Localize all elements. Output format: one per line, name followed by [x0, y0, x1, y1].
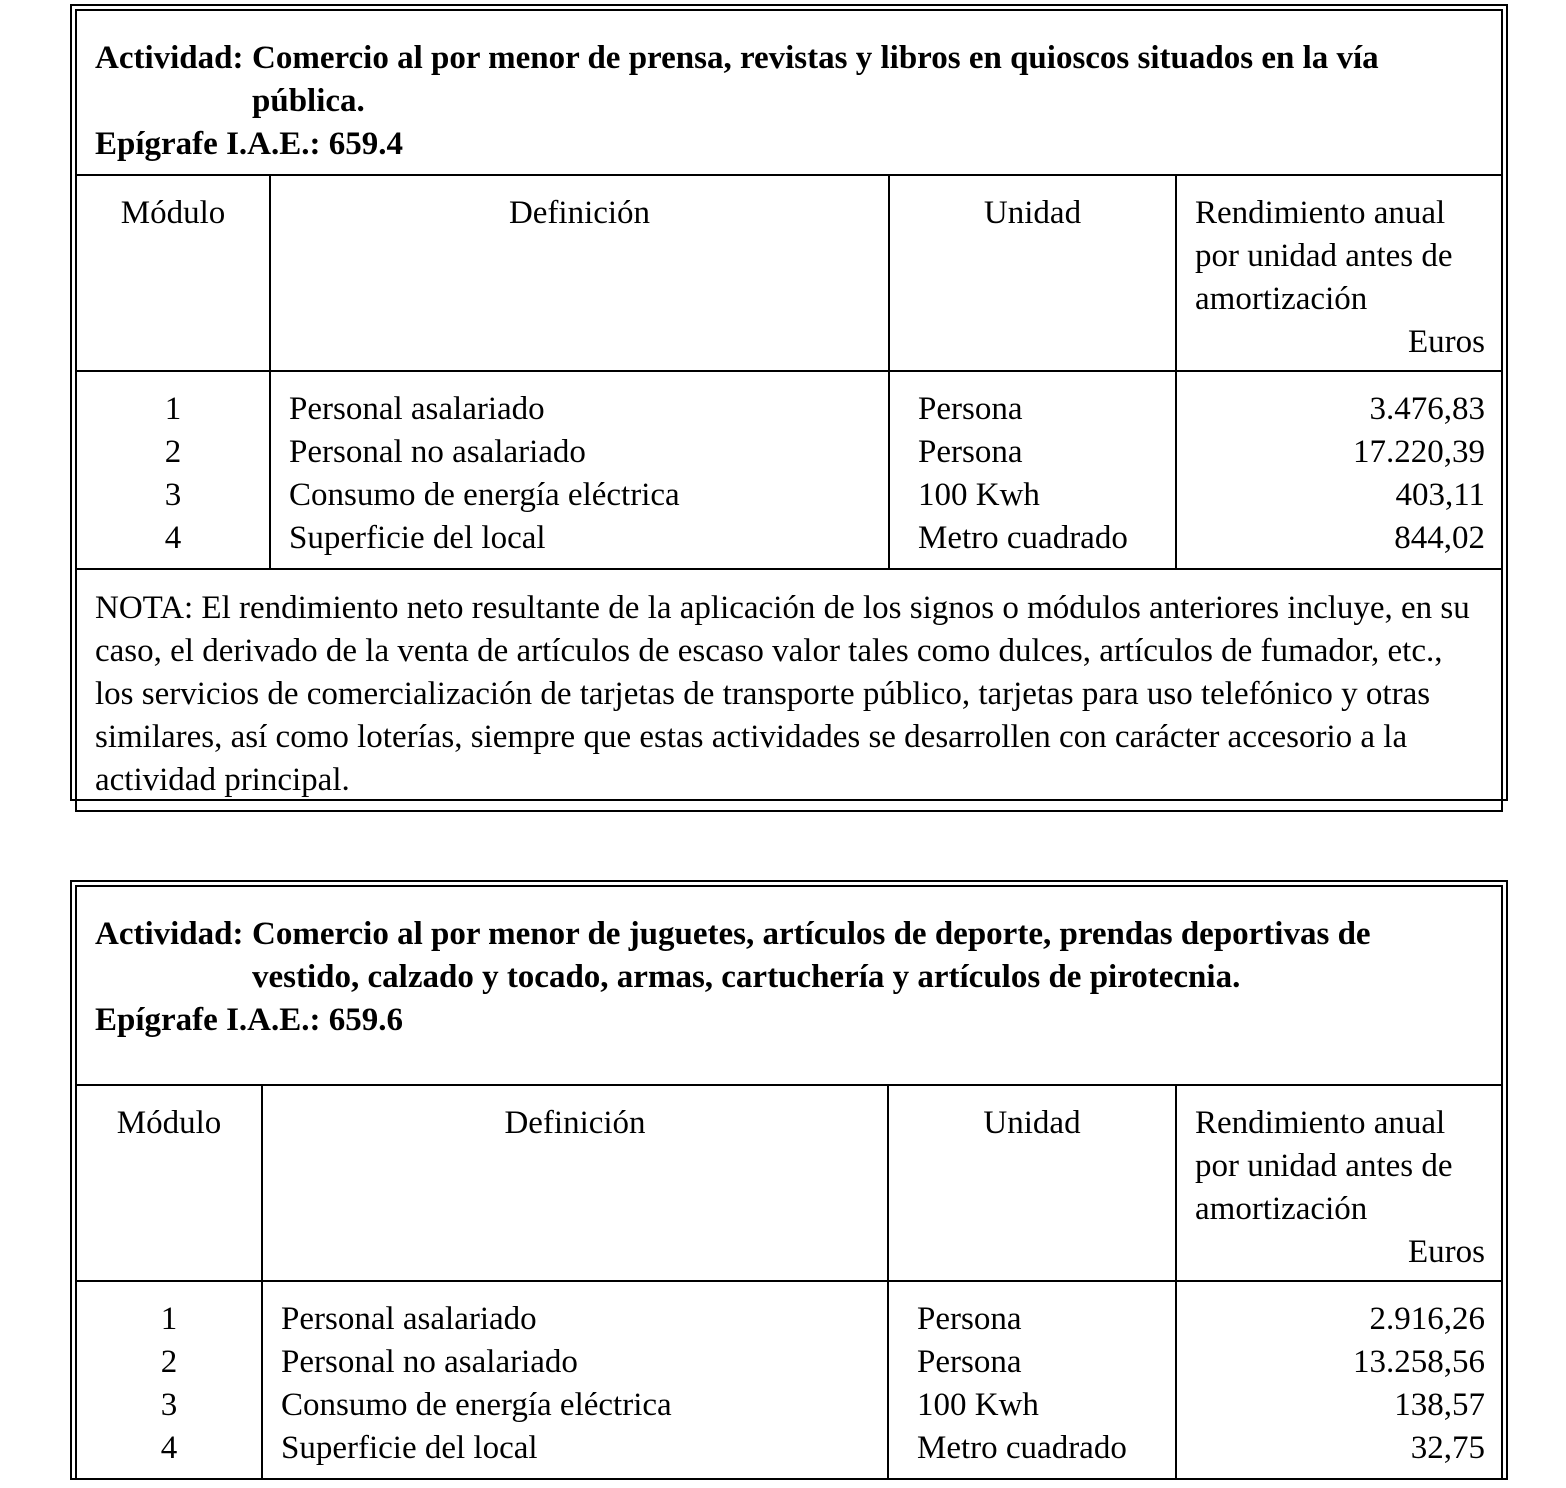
epigrafe-label: Epígrafe I.A.E.: 659.4: [95, 126, 403, 162]
definicion-cell: Superficie del local: [281, 1430, 538, 1466]
unidad-cell: Persona: [918, 391, 1023, 427]
activity-table-659-6: [70, 880, 1508, 1480]
column-header-rendimiento: [1176, 175, 1502, 371]
column-header-unidad: Unidad: [888, 1085, 1176, 1281]
rendimiento-cell: 32,75: [1410, 1430, 1485, 1466]
unidad-cell: Persona: [918, 434, 1023, 470]
rendimiento-column: [1176, 1281, 1502, 1479]
column-header-modulo: Módulo: [76, 175, 270, 371]
actividad-label: Actividad:: [95, 916, 244, 952]
rendimiento-cell: 3.476,83: [1369, 391, 1485, 427]
column-header-definicion: Definición: [270, 175, 889, 371]
definicion-cell: Consumo de energía eléctrica: [289, 477, 680, 513]
modulo-cell: 4: [160, 1430, 178, 1466]
column-header-unidad: Unidad: [889, 175, 1176, 371]
modulo-cell: 1: [164, 391, 182, 427]
modulo-cell: 3: [164, 477, 182, 513]
activity-header: [76, 886, 1502, 1085]
unidad-column: [888, 1281, 1176, 1479]
modulo-cell: 3: [160, 1387, 178, 1423]
column-header-definicion: Definición: [262, 1085, 888, 1281]
definicion-cell: Consumo de energía eléctrica: [281, 1387, 672, 1423]
modulo-column: [76, 1281, 262, 1479]
module-table: [75, 9, 1503, 812]
unidad-cell: Persona: [917, 1301, 1022, 1337]
definicion-column: [270, 371, 889, 569]
rendimiento-cell: 403,11: [1395, 477, 1485, 513]
epigrafe-label: Epígrafe I.A.E.: 659.6: [95, 1002, 403, 1038]
nota-text: NOTA: El rendimiento neto resultante de la aplicación de los signos o módulos anteriores incluye, en su caso, el derivado de la venta de artículos de escaso valor tales como dulces, artículos de fumador, etc., los servicios de comercialización de tarjetas de transporte público, tarjetas para uso telefónico y otras similares, así como loterías, siempre que estas actividades se desarrollen con carácter accesorio a la actividad principal.: [76, 569, 1502, 811]
modulo-cell: 4: [164, 520, 182, 556]
rendimiento-header-line: por unidad antes de: [1195, 238, 1453, 274]
rendimiento-cell: 2.916,26: [1369, 1301, 1485, 1337]
rendimiento-header-line: por unidad antes de: [1195, 1148, 1453, 1184]
rendimiento-cell: 13.258,56: [1353, 1344, 1485, 1380]
activity-table-659-4: [70, 4, 1508, 801]
unidad-cell: 100 Kwh: [917, 1387, 1039, 1423]
rendimiento-cell: 844,02: [1394, 520, 1485, 556]
module-table: [75, 885, 1503, 1480]
rendimiento-unit: Euros: [1408, 324, 1485, 360]
unidad-cell: Metro cuadrado: [918, 520, 1128, 556]
definicion-cell: Personal asalariado: [289, 391, 545, 427]
column-header-rendimiento: [1176, 1085, 1502, 1281]
rendimiento-column: [1176, 371, 1502, 569]
activity-header: [76, 10, 1502, 175]
modulo-cell: 2: [164, 434, 182, 470]
definicion-cell: Personal asalariado: [281, 1301, 537, 1337]
rendimiento-cell: 17.220,39: [1353, 434, 1485, 470]
unidad-cell: Persona: [917, 1344, 1022, 1380]
modulo-cell: 2: [160, 1344, 178, 1380]
rendimiento-header-line: Rendimiento anual: [1195, 1105, 1446, 1141]
actividad-text: Comercio al por menor de juguetes, artículos de deporte, prendas deportivas de vestido, calzado y tocado, armas, cartuchería y artículos de pirotecnia.: [252, 916, 1371, 995]
actividad-text: Comercio al por menor de prensa, revistas y libros en quioscos situados en la vía pública.: [252, 40, 1379, 119]
unidad-cell: 100 Kwh: [918, 477, 1040, 513]
modulo-cell: 1: [160, 1301, 178, 1337]
unidad-column: [889, 371, 1176, 569]
actividad-label: Actividad:: [95, 40, 244, 76]
definicion-cell: Personal no asalariado: [281, 1344, 578, 1380]
rendimiento-header-line: amortización: [1195, 1191, 1368, 1227]
definicion-column: [262, 1281, 888, 1479]
rendimiento-header-line: amortización: [1195, 281, 1368, 317]
rendimiento-unit: Euros: [1408, 1234, 1485, 1270]
rendimiento-header-line: Rendimiento anual: [1195, 195, 1446, 231]
column-header-modulo: Módulo: [76, 1085, 262, 1281]
unidad-cell: Metro cuadrado: [917, 1430, 1127, 1466]
modulo-column: [76, 371, 270, 569]
definicion-cell: Superficie del local: [289, 520, 546, 556]
rendimiento-cell: 138,57: [1394, 1387, 1485, 1423]
definicion-cell: Personal no asalariado: [289, 434, 586, 470]
